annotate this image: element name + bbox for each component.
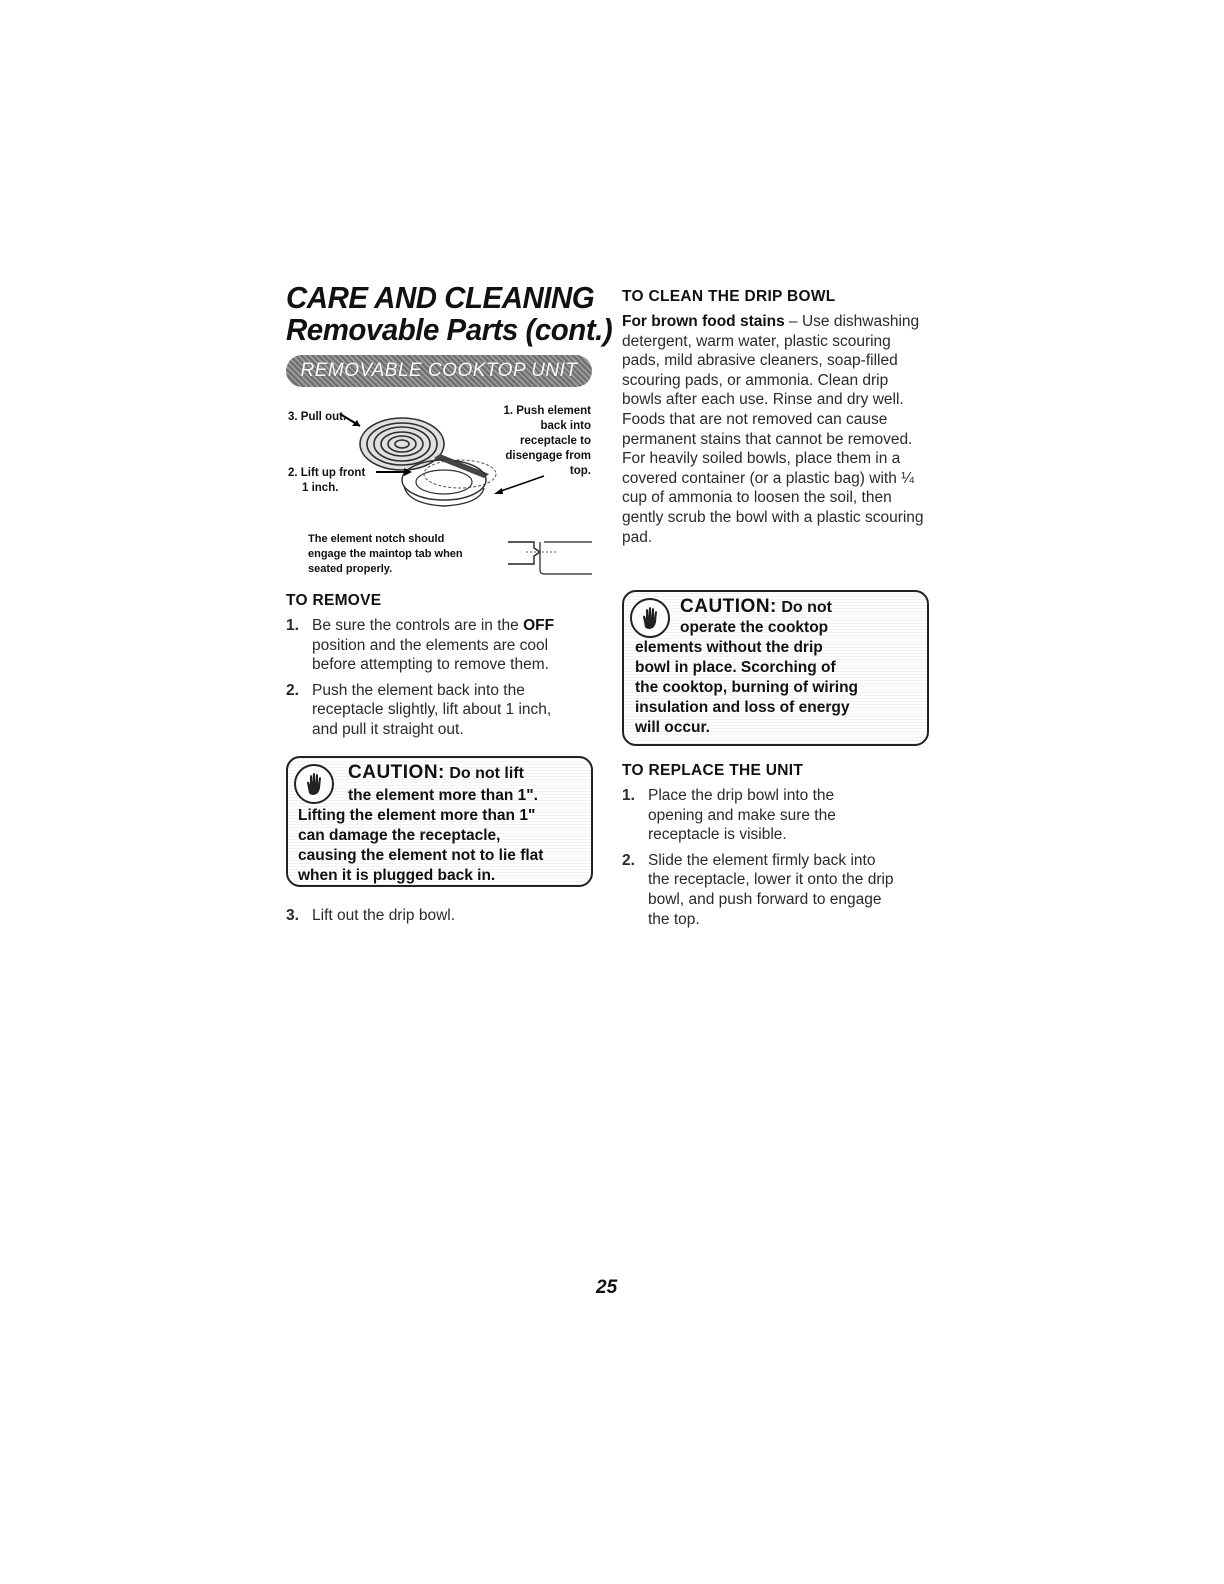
- drip-bowl-lead: For brown food stains: [622, 313, 785, 330]
- caution-line: bowl in place. Scorching of: [635, 659, 836, 676]
- label-lift-up: [288, 466, 365, 496]
- step-number: 2.: [286, 681, 299, 699]
- step-number: 2.: [622, 851, 635, 869]
- caution-heading: [680, 596, 832, 618]
- caution-label: CAUTION:: [680, 596, 777, 617]
- label-push-line-1: 1. Push element: [503, 405, 591, 417]
- list-item: [286, 681, 592, 740]
- caution-rest: Do not: [776, 599, 832, 616]
- section-banner: REMOVABLE COOKTOP UNIT: [286, 355, 592, 387]
- step-text: Push the element back into the receptacle slightly, lift about 1 inch, and pull it straight out.: [312, 681, 552, 738]
- to-remove-heading: TO REMOVE: [286, 592, 382, 609]
- caution-heading: [348, 762, 524, 784]
- drip-bowl-text: [622, 312, 926, 547]
- step-text: Slide the element firmly back into the receptacle, lower it onto the drip bowl, and push forward to engage the top.: [648, 851, 894, 928]
- caution-box-drip-bowl: [622, 590, 929, 746]
- caution-line: the cooktop, burning of wiring: [635, 679, 859, 696]
- caution-line: causing the element not to lie flat: [298, 847, 544, 864]
- drip-bowl-body: – Use dishwashing detergent, warm water, plastic scouring pads, mild abrasive cleaners, soap-filled scouring pads, or ammonia. Clean drip bowls after each use. Rinse and dry well. Foods that are not removed can cause permanent stains that cannot be removed. For heavily soiled bowls, place them in a covered container (or a plastic bag) with ¼ cup of ammonia to loosen the soil, then gently scrub the bowl with a plastic scouring pad.: [622, 313, 924, 546]
- label-pull-out: 3. Pull out.: [288, 411, 347, 423]
- label-push-line-2: back into: [540, 420, 591, 432]
- caution-box-lift: [286, 756, 593, 887]
- replace-list: [622, 786, 922, 929]
- notch-tab-illustration: [500, 534, 594, 578]
- page-title: [286, 280, 613, 347]
- caution-line: operate the cooktop: [680, 619, 829, 636]
- notch-line-3: seated properly.: [308, 563, 393, 575]
- notch-line-2: engage the maintop tab when: [308, 548, 463, 560]
- step-number: 1.: [622, 787, 635, 804]
- title-line-2: Removable Parts (cont.): [286, 312, 613, 347]
- caution-body: [298, 806, 543, 886]
- drip-bowl-heading: TO CLEAN THE DRIP BOWL: [622, 288, 836, 305]
- label-push-line-3: receptacle to: [520, 435, 591, 447]
- caution-line: will occur.: [635, 719, 710, 736]
- step-number: 1.: [286, 617, 299, 634]
- label-lift-line-1: 2. Lift up front: [288, 467, 366, 479]
- caution-line: the element more than 1".: [348, 787, 538, 804]
- caution-line: can damage the receptacle,: [298, 827, 501, 844]
- caution-label: CAUTION:: [348, 762, 445, 783]
- caution-line: Lifting the element more than 1": [298, 807, 536, 824]
- step-text: Place the drip bowl into the opening and make sure the receptacle is visible.: [648, 787, 836, 844]
- label-lift-line-2: 1 inch.: [302, 482, 339, 494]
- notch-line-1: The element notch should: [308, 533, 445, 545]
- caution-rest: Do not lift: [444, 765, 524, 782]
- step-text: Be sure the controls are in the OFF position and the elements are cool before attempting to remove them.: [312, 617, 555, 674]
- list-item: [286, 906, 592, 926]
- step-text: Lift out the drip bowl.: [312, 907, 456, 924]
- to-remove-list: [286, 616, 592, 740]
- caution-line: when it is plugged back in.: [298, 867, 496, 884]
- list-item: [622, 851, 922, 929]
- caution-body: [635, 638, 858, 738]
- list-item: [286, 616, 592, 675]
- caution-line: insulation and loss of energy: [635, 699, 850, 716]
- step-number: 3.: [286, 907, 299, 924]
- label-push-element: [503, 404, 591, 479]
- label-push-line-5: top.: [569, 465, 591, 477]
- page-number: 25: [596, 1277, 618, 1298]
- title-line-1: CARE AND CLEANING: [286, 280, 595, 315]
- caution-hand-icon: [630, 598, 670, 638]
- label-push-line-4: disengage from: [505, 450, 591, 462]
- replace-heading: TO REPLACE THE UNIT: [622, 762, 804, 779]
- caution-line: elements without the drip: [635, 639, 823, 656]
- list-item: [622, 786, 922, 845]
- caution-hand-icon: [294, 764, 334, 804]
- element-diagram: [284, 396, 594, 511]
- notch-note: [308, 532, 463, 577]
